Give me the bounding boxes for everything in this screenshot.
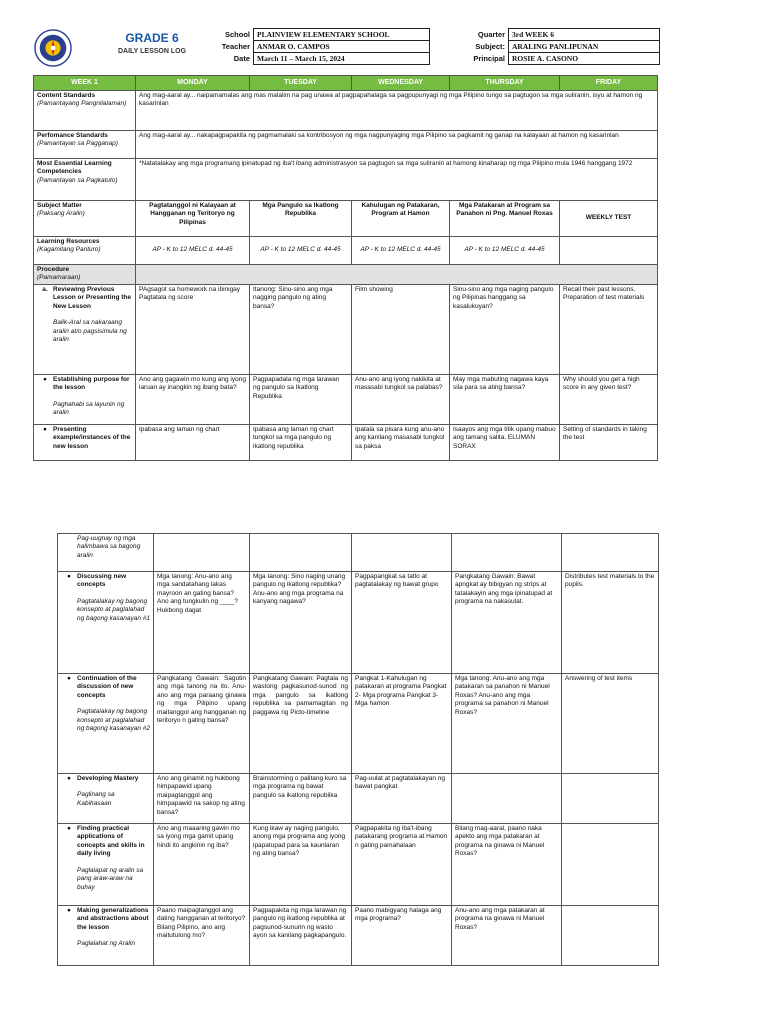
subject-label: Subject: [430,41,509,53]
table-cell: Why should you get a high score in any given test? [560,375,658,425]
table-cell [452,534,562,572]
lesson-row [58,906,659,966]
table-cell: Pagpapadala ng mga larawan ng pangulo sa Ikatlong Republika [250,375,352,425]
table-cell: Pangkatang Gawain: Pagtala ng wastong pagkasunod-sunod ng mga pangulo sa ikatlong republika sa pamamagitan ng paggawa ng Picto-timeline [250,674,352,774]
lesson-row [58,774,659,824]
date-label: Date [187,53,254,65]
procedure-row [34,265,658,285]
header-left-info [187,28,430,65]
row-header: ● Continuation of the discussion of new concepts Pagtatalakay ng bagong konsepto at paglalahad ng bagong kasanayan #2 [58,674,154,774]
row-header: Content Standards (Pamantayang Pangnilalaman) [34,91,136,131]
table-cell: Pagpapakita ng iba't-ibang patakarang programa at Hamon n gating pamahalaan [352,824,452,906]
table-cell [154,534,250,572]
table-cell: Ano ang maaaring gawin mo sa iyong mga gamit upang hindi ito angkinin ng iba? [154,824,250,906]
table-cell: Pangkatang Gawain: Sagutin ang mga tanong na ito. Anu-ano ang mga paraang ginawa ng mga Pilipino upang maitanggol ang hangganan ng teritoryo n gating bansa? [154,674,250,774]
row-header: Learning Resources (Kagamitang Panturo) [34,237,136,265]
table-cell: Pangkatang Gawain: Bawat apngkat ay bibigyan ng strips at tatalakayin ang mga ipinatupad at programa na nakasulat. [452,572,562,674]
subject-matter-row [34,201,658,237]
table-cell [352,534,452,572]
table-cell: Distributes test materials to the pupils. [562,572,659,674]
table-cell [560,237,658,265]
monday-header: MONDAY [136,76,250,91]
table-cell: Mga Patakaran at Program sa Panahon ni Png. Manuel Roxas [450,201,560,237]
lesson-row [34,285,658,375]
table-cell [562,774,659,824]
table-cell: May mga mabuting nagawa kaya sila para sa ating bansa? [450,375,560,425]
table-cell: Ano ang gagawin mo kung ang iyong laruan ay inangkin ng ibang bata? [136,375,250,425]
quarter-value: 3rd WEEK 6 [509,29,660,41]
table-cell: Kung ikaw ay naging pangulo, anong mga programa ang iyong ipapatupad para sa kaunlaran ng ating bansa? [250,824,352,906]
table-cell: Ipatala sa pisara kung anu-ano ang kanilang masasabi tungkol sa paksa [352,425,450,461]
table-cell: Kahulugan ng Patakaran, Program at Hamon [352,201,450,237]
table-cell: Isaayos ang mga titik upang mabuo ang tamang salita. ELUMAN SORAX [450,425,560,461]
date-value: March 11 – March 15, 2024 [254,53,430,65]
table-cell [562,824,659,906]
friday-header: FRIDAY [560,76,658,91]
lesson-row [34,375,658,425]
table-cell: Ipabasa ang laman ng chart [136,425,250,461]
row-header: Most Essential Learning Competencies (Pamantayan sa Pagkatuto) [34,159,136,201]
table-cell: Film showing [352,285,450,375]
row-header: ● Discussing new concepts Pagtatalakay ng bagong konsepto at paglalahad ng bagong kasanayan #1 [58,572,154,674]
row-header: Perfomance Standards (Pamantayan sa Pagganap) [34,131,136,159]
table-cell [250,534,352,572]
quarter-label: Quarter [430,29,509,41]
table-cell: Ipabasa ang laman ng chart tungkol sa mga pangulo ng ikatlong republika [250,425,352,461]
row-header: Procedure (Pamamaraan) [34,265,136,285]
row-header: ● Finding practical applications of concepts and skills in daily living Paglalapat ng aralin sa pang araw-araw na buhay [58,824,154,906]
table-cell: Bilang mag-aaral, paano naka apekto ang mga patakaran at programa na ginawa ni Manuel Roxas? [452,824,562,906]
lesson-row [58,572,659,674]
day-header-row [34,76,658,91]
week-header: WEEK 1 [34,76,136,91]
table-cell: Paano maipagtanggol ang dating hangganan at teritoryo? Bilang Pilipino, ano ang maitutulong mo? [154,906,250,966]
row-header: a. Reviewing Previous Lesson or Presenting the New Lesson Balik-Aral sa nakaraang aralin at/o pagsisimula ng aralin [34,285,136,375]
table-cell: PAgsagot sa homework na ibinigay Pagtatala ng score [136,285,250,375]
header-right-info [430,28,660,65]
table-cell: Anu-ano ang iyong nakikita at masasabi tungkol sa palabas? [352,375,450,425]
row-header: Pag-uugnay ng mga halimbawa sa bagong aralin [58,534,154,572]
row-header: ● Presenting example/instances of the new lesson [34,425,136,461]
lesson-row [58,824,659,906]
lesson-table-page-2 [57,533,659,966]
thursday-header: THURSDAY [450,76,560,91]
row-header: Subject Matter (Paksang Aralin) [34,201,136,237]
deped-seal-icon [34,29,72,67]
table-cell: Paano mabigyang halaga ang mga programa? [352,906,452,966]
melc-row [34,159,658,201]
table-cell: Brainstorming o palitang kuro sa mga programa ng bawat pangulo sa ikatlong republika [250,774,352,824]
content-standards-row [34,91,658,131]
teacher-label: Teacher [187,41,254,53]
procedure-band [136,265,658,285]
header [32,28,660,68]
learning-resources-row [34,237,658,265]
table-cell: Recall their past lessons. Preparation of test materials [560,285,658,375]
table-cell: Mga tanong: Anu-ano ang mga sandatahang lakas mayroon an gating bansa? Ano ang tungkulin ng ____? Hukbong dagat [154,572,250,674]
table-cell: Mga tanong: Anu-ano ang mga patakaran sa panahon ni Manuel Roxas? Anu-ano ang mga programa sa panahon ni Manuel Roxas? [452,674,562,774]
table-cell: Itanong: Sinu-sino ang mga nagging pangulo ng ating bansa? [250,285,352,375]
table-cell: Ano ang ginamit ng hukbong himpapawid upang maipagtanggol ang himpapawid na sakop ng ating bansa? [154,774,250,824]
melc-text: *Natatalakay ang mga programang ipinatupad ng iba't ibang administrasyon sa pagtugon sa mga suliranin at hamong kinaharap ng mga Pilipino mula 1946 hanggang 1972 [136,159,658,201]
wednesday-header: WEDNESDAY [352,76,450,91]
table-cell: Pag-uulat at pagtatalakayan ng bawat pangkat [352,774,452,824]
performance-standards-row [34,131,658,159]
log-title: DAILY LESSON LOG [117,48,187,55]
table-cell: Pangkat 1-Kahulugan ng patakaran at programa Pangkat 2- Mga programa Pangkat 3- Mga hamon [352,674,452,774]
row-header: ● Making generalizations and abstractions about the lesson Paglalahat ng Aralin [58,906,154,966]
performance-standards-text: Ang mag-aaral ay... nakapagpapakita ng pagmamalaki sa kontribosyon ng mga nagpunyaging mga Pilipino sa pagkamit ng ganap na kalayaan at hamon ng kasarinlan [136,131,658,159]
principal-label: Principal [430,53,509,65]
lesson-row [58,674,659,774]
table-cell: AP - K to 12 MELC d. 44-45 [136,237,250,265]
lesson-row [58,534,659,572]
table-cell: AP - K to 12 MELC d. 44-45 [250,237,352,265]
table-cell: Pagtatanggol ni Kalayaan at Hangganan ng Teritoryo ng Pilipinas [136,201,250,237]
table-cell: Answering of test items [562,674,659,774]
row-header: ● Developing Mastery Paglinang sa Kabihasaan [58,774,154,824]
subject-value: ARALING PANLIPUNAN [509,41,660,53]
table-cell: Sinu-sino ang mga naging pangulo ng Pilipinas hanggang sa kasalukuyan? [450,285,560,375]
table-cell: AP - K to 12 MELC d. 44-45 [450,237,560,265]
school-value: PLAINVIEW ELEMENTARY SCHOOL [254,29,430,41]
table-cell: Anu-ano ang mga patakaran at programa na ginawa ni Manuel Roxas? [452,906,562,966]
table-cell: WEEKLY TEST [560,201,658,237]
lesson-row [34,425,658,461]
table-cell: AP - K to 12 MELC d. 44-45 [352,237,450,265]
content-standards-text: Ang mag-aaral ay... naipamamalas ang mas malalim na pag unawa at pagpapahalaga sa pagpupunyagi ng mga Pilipino tungo sa pagtugon sa mga suliranin, isyu at hamon ng kasarinlan [136,91,658,131]
table-cell: Pagpapakita ng mga larawan ng pangulo ng ikatlong republika at pagsunod-sunurin ng wasto ayon sa kanilang pagkapangulo. [250,906,352,966]
table-cell: Mga Pangulo sa Ikatlong Republika [250,201,352,237]
table-cell: Pagpapangkat sa tatlo at pagtatalakay ng bawat grupo [352,572,452,674]
lesson-table-page-1 [33,75,658,461]
principal-value: ROSIE A. CASONO [509,53,660,65]
table-cell [562,534,659,572]
row-header: ● Establishing purpose for the lesson Paghahabi sa layunin ng aralin [34,375,136,425]
table-cell [452,774,562,824]
table-cell: Setting of standards in taking the test [560,425,658,461]
tuesday-header: TUESDAY [250,76,352,91]
school-label: School [187,29,254,41]
grade-title: GRADE 6 [125,31,179,45]
teacher-value: ANMAR O. CAMPOS [254,41,430,53]
table-cell: Mga tanong: Sino naging unang pangulo ng ikatlong republika? Anu-ano ang mga programa na kanyang nagawa? [250,572,352,674]
table-cell [562,906,659,966]
